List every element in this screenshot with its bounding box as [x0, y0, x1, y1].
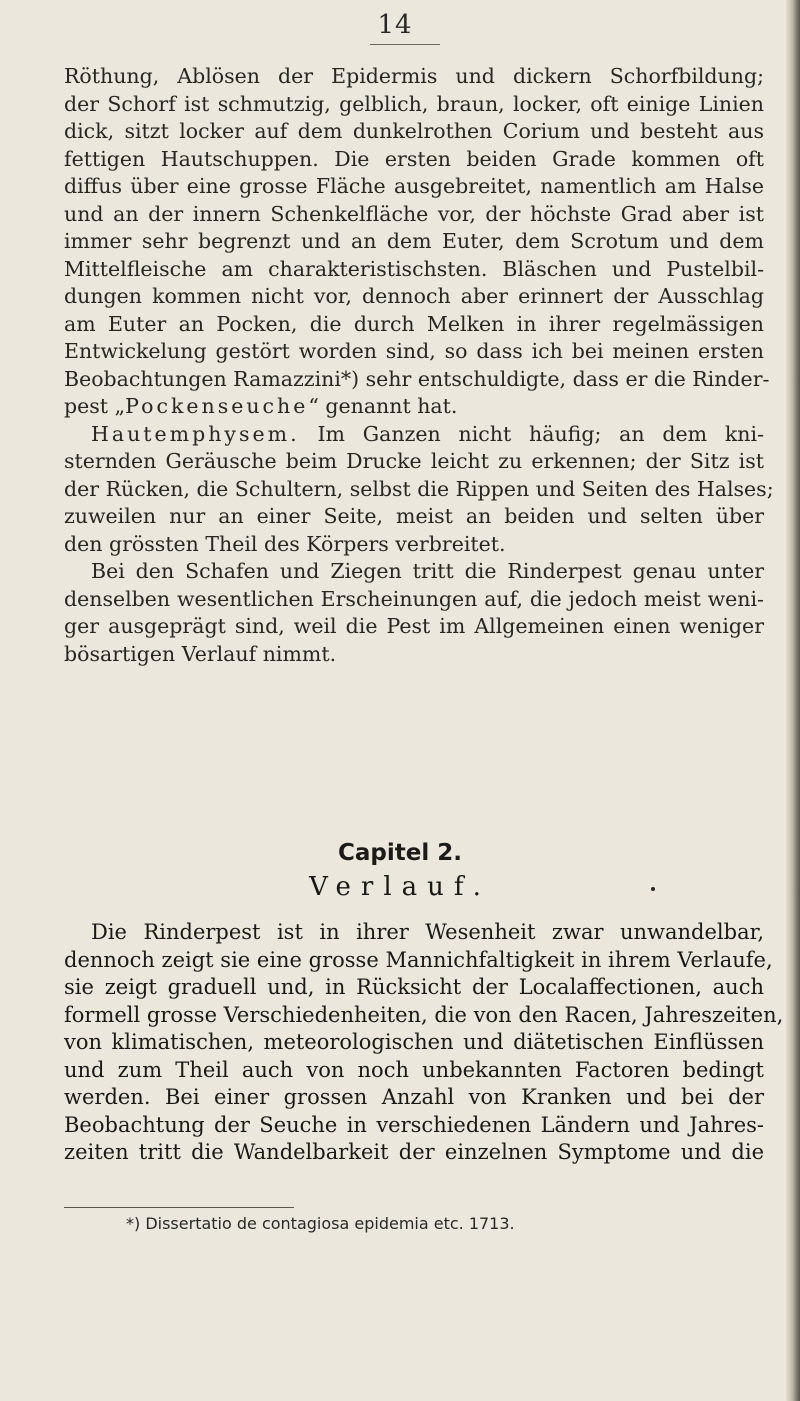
text-line: werden. Bei einer grossen Anzahl von Kranken und bei der	[64, 1085, 764, 1109]
text-line: formell grosse Verschiedenheiten, die von den Racen, Jahreszeiten,	[64, 1002, 784, 1027]
text-line: fettigen Hautschuppen. Die ersten beiden Grade kommen oft	[64, 146, 764, 171]
text-line: und zum Theil auch von noch unbekannten Factoren bedingt	[64, 1057, 764, 1082]
body-text-lower	[64, 918, 784, 1166]
text-line: ger ausgeprägt sind, weil die Pest im Allgemeinen einen weniger	[64, 614, 764, 638]
text-line: Röthung, Ablösen der Epidermis und dickern Schorfbildung;	[64, 64, 764, 88]
text-line: zuweilen nur an einer Seite, meist an beiden und selten über	[64, 504, 764, 528]
chapter-heading: Capitel 2.	[338, 840, 462, 866]
text-line: sie zeigt graduell und, in Rücksicht der Localaffectionen, auch	[64, 975, 764, 999]
footnote: *) Dissertatio de contagiosa epidemia etc. 1713.	[126, 1214, 515, 1233]
pest-suffix: “ genannt hat.	[308, 394, 458, 418]
pockenseuche-term: Pockenseuche	[125, 394, 309, 418]
text-line: sternden Geräusche beim Drucke leicht zu erkennen; der Sitz ist	[64, 449, 764, 473]
header-rule	[370, 44, 440, 45]
emphysema-rest: Im Ganzen nicht häufig; an dem kni-	[299, 421, 764, 446]
text-line: am Euter an Pocken, die durch Melken in ihrer regelmässigen	[64, 311, 764, 336]
text-line: dick, sitzt locker auf dem dunkelrothen Corium und besteht aus	[64, 119, 764, 143]
text-line: und an der innern Schenkelfläche vor, der höchste Grad aber ist	[64, 201, 764, 226]
stray-dot	[651, 887, 655, 891]
text-line: Bei den Schafen und Ziegen tritt die Rinderpest genau unter	[91, 559, 764, 583]
text-line: zeiten tritt die Wandelbarkeit der einzelnen Symptome und die	[64, 1140, 764, 1164]
hautemphysem-term: Hautemphysem.	[91, 421, 300, 446]
text-line: dungen kommen nicht vor, dennoch aber erinnert der Ausschlag	[64, 284, 764, 308]
footnote-rule	[64, 1207, 294, 1208]
text-line: von klimatischen, meteorologischen und diätetischen Einflüssen	[64, 1030, 764, 1054]
text-line	[64, 421, 764, 449]
text-line: dennoch zeigt sie eine grosse Mannichfaltigkeit in ihrem Verlaufe,	[64, 947, 773, 972]
page-number: 14	[377, 10, 413, 40]
text-line: Die Rinderpest ist in ihrer Wesenheit zwar unwandelbar,	[91, 920, 764, 944]
text-line: der Rücken, die Schultern, selbst die Rippen und Seiten des Halses;	[64, 476, 774, 501]
page-edge-shadow	[786, 0, 800, 1401]
text-line: Beobachtung der Seuche in verschiedenen Ländern und Jahres-	[64, 1112, 764, 1137]
text-line: der Schorf ist schmutzig, gelblich, braun, locker, oft einige Linien	[64, 91, 764, 116]
text-line: diffus über eine grosse Fläche ausgebreitet, namentlich am Halse	[64, 174, 764, 198]
text-line: immer sehr begrenzt und an dem Euter, dem Scrotum und dem	[64, 229, 764, 253]
text-line: den grössten Theil des Körpers verbreitet.	[64, 531, 506, 556]
text-line: bösartigen Verlauf nimmt.	[64, 641, 337, 666]
text-line: Entwickelung gestört worden sind, so dass ich bei meinen ersten	[64, 339, 764, 363]
text-line: Beobachtungen Ramazzini*) sehr entschuldigte, dass er die Rinder-	[64, 366, 770, 391]
text-line	[64, 393, 764, 421]
section-title: Verlauf.	[309, 872, 491, 902]
text-line: denselben wesentlichen Erscheinungen auf, die jedoch meist weni-	[64, 586, 764, 611]
text-line: Mittelfleische am charakteristischsten. Bläschen und Pustelbil-	[64, 256, 764, 281]
pest-prefix: pest „	[64, 394, 126, 418]
body-text-upper	[64, 63, 774, 668]
